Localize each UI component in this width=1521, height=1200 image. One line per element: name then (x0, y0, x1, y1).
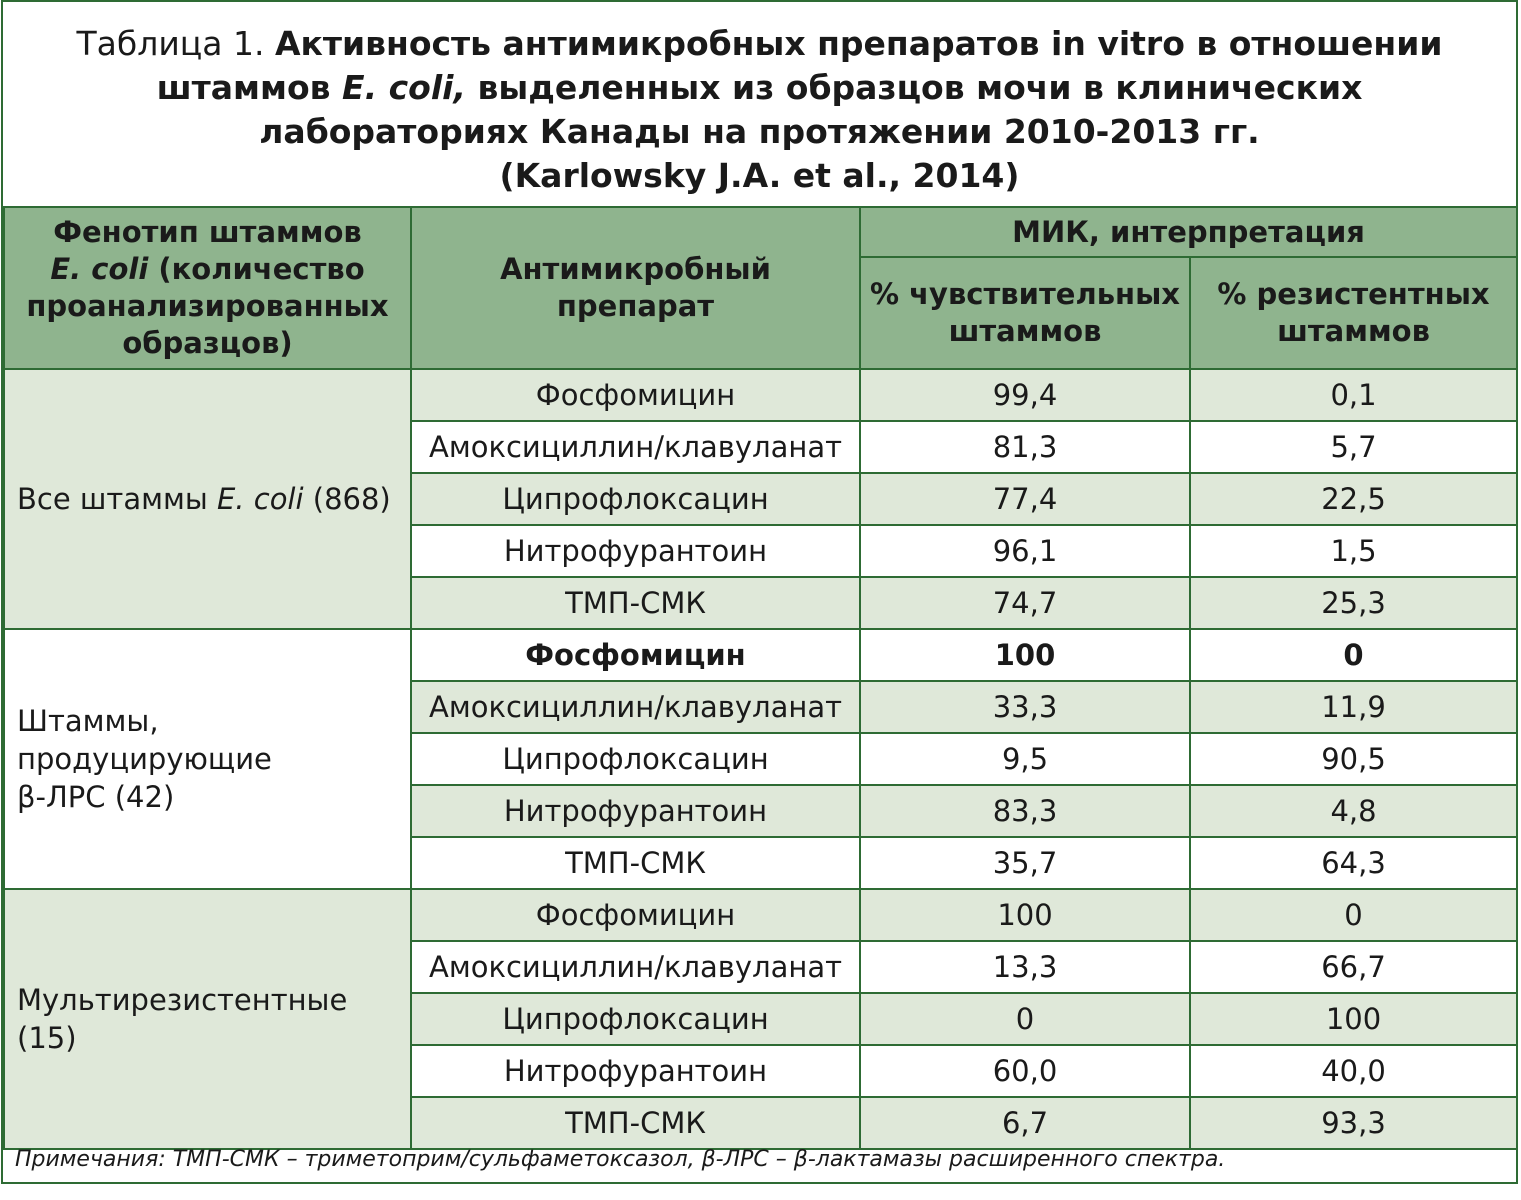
phenotype-esbl (4, 629, 411, 889)
drug-cell: Фосфомицин (411, 369, 860, 421)
res-cell: 100 (1190, 993, 1517, 1045)
res-cell: 64,3 (1190, 837, 1517, 889)
header-phenotype-l3: проанализированных (26, 289, 389, 323)
sens-cell: 0 (860, 993, 1190, 1045)
res-cell: 4,8 (1190, 785, 1517, 837)
drug-cell: Нитрофурантоин (411, 525, 860, 577)
phenotype-all-b: (868) (312, 482, 391, 516)
sens-cell: 35,7 (860, 837, 1190, 889)
res-cell: 1,5 (1190, 525, 1517, 577)
title-line1: Активность антимикробных препаратов in vitro в отношении (274, 24, 1443, 63)
table-frame (1, 0, 1518, 1184)
table-row (4, 629, 1517, 681)
phenotype-all (4, 369, 411, 629)
table-title (3, 2, 1516, 206)
sens-cell: 9,5 (860, 733, 1190, 785)
sens-cell: 96,1 (860, 525, 1190, 577)
title-line3: лабораториях Канады на протяжении 2010-2013 гг. (259, 112, 1260, 151)
sens-cell: 74,7 (860, 577, 1190, 629)
title-line4: (Karlowsky J.A. et al., 2014) (499, 156, 1020, 195)
drug-cell: Ципрофлоксацин (411, 733, 860, 785)
sens-cell: 33,3 (860, 681, 1190, 733)
sens-cell: 60,0 (860, 1045, 1190, 1097)
drug-cell: Нитрофурантоин (411, 785, 860, 837)
title-line2-b: выделенных из образцов мочи в клинических (477, 68, 1363, 107)
res-cell: 40,0 (1190, 1045, 1517, 1097)
sens-cell: 83,3 (860, 785, 1190, 837)
header-sensitive-l1: % чувствительных (869, 277, 1180, 311)
res-cell: 11,9 (1190, 681, 1517, 733)
title-line2-a: штаммов (156, 68, 331, 107)
table-row (4, 889, 1517, 941)
header-sensitive-l2: штаммов (948, 314, 1102, 348)
phenotype-esbl-a: Штаммы, продуцирующие (17, 704, 272, 776)
table-row (4, 369, 1517, 421)
drug-cell: Фосфомицин (411, 889, 860, 941)
drug-cell: ТМП-СМК (411, 837, 860, 889)
header-drug-l2: препарат (556, 289, 715, 323)
header-resistant (1190, 257, 1517, 369)
res-cell: 0,1 (1190, 369, 1517, 421)
phenotype-all-a: Все штаммы (17, 482, 208, 516)
header-phenotype-l1: Фенотип штаммов (53, 215, 362, 249)
drug-cell: Амоксициллин/клавуланат (411, 421, 860, 473)
sens-cell: 77,4 (860, 473, 1190, 525)
header-phenotype-l2: (количество (158, 252, 365, 286)
drug-cell: Нитрофурантоин (411, 1045, 860, 1097)
res-cell: 0 (1190, 889, 1517, 941)
res-cell: 93,3 (1190, 1097, 1517, 1149)
drug-cell: Амоксициллин/клавуланат (411, 681, 860, 733)
header-phenotype (4, 207, 411, 369)
sens-cell: 100 (860, 629, 1190, 681)
drug-cell: Ципрофлоксацин (411, 993, 860, 1045)
drug-cell: Амоксициллин/клавуланат (411, 941, 860, 993)
header-mic: МИК, интерпретация (860, 207, 1517, 257)
drug-cell: Фосфомицин (411, 629, 860, 681)
title-prefix: Таблица 1. (76, 24, 265, 63)
header-phenotype-l4: образцов) (122, 326, 293, 360)
sens-cell: 99,4 (860, 369, 1190, 421)
sens-cell: 6,7 (860, 1097, 1190, 1149)
drug-cell: ТМП-СМК (411, 577, 860, 629)
phenotype-mdr: Мультирезистентные (15) (4, 889, 411, 1149)
sens-cell: 13,3 (860, 941, 1190, 993)
header-drug-l1: Антимикробный (500, 252, 771, 286)
header-phenotype-italic: E. coli (50, 252, 149, 286)
phenotype-all-italic: E. coli (216, 482, 304, 516)
res-cell: 5,7 (1190, 421, 1517, 473)
drug-cell: Ципрофлоксацин (411, 473, 860, 525)
drug-cell: ТМП-СМК (411, 1097, 860, 1149)
header-drug (411, 207, 860, 369)
res-cell: 90,5 (1190, 733, 1517, 785)
table-note: Примечания: ТМП-СМК – триметоприм/сульфаметоксазол, β-ЛРС – β-лактамазы расширенного спектра. (15, 1147, 1226, 1172)
res-cell: 0 (1190, 629, 1517, 681)
res-cell: 22,5 (1190, 473, 1517, 525)
title-line2-italic: E. coli, (342, 68, 466, 107)
header-resistant-l2: штаммов (1277, 314, 1430, 348)
res-cell: 66,7 (1190, 941, 1517, 993)
data-table (3, 206, 1518, 1150)
sens-cell: 81,3 (860, 421, 1190, 473)
sens-cell: 100 (860, 889, 1190, 941)
header-resistant-l1: % резистентных (1217, 277, 1490, 311)
phenotype-esbl-b: β-ЛРС (42) (17, 780, 175, 814)
res-cell: 25,3 (1190, 577, 1517, 629)
header-sensitive (860, 257, 1190, 369)
